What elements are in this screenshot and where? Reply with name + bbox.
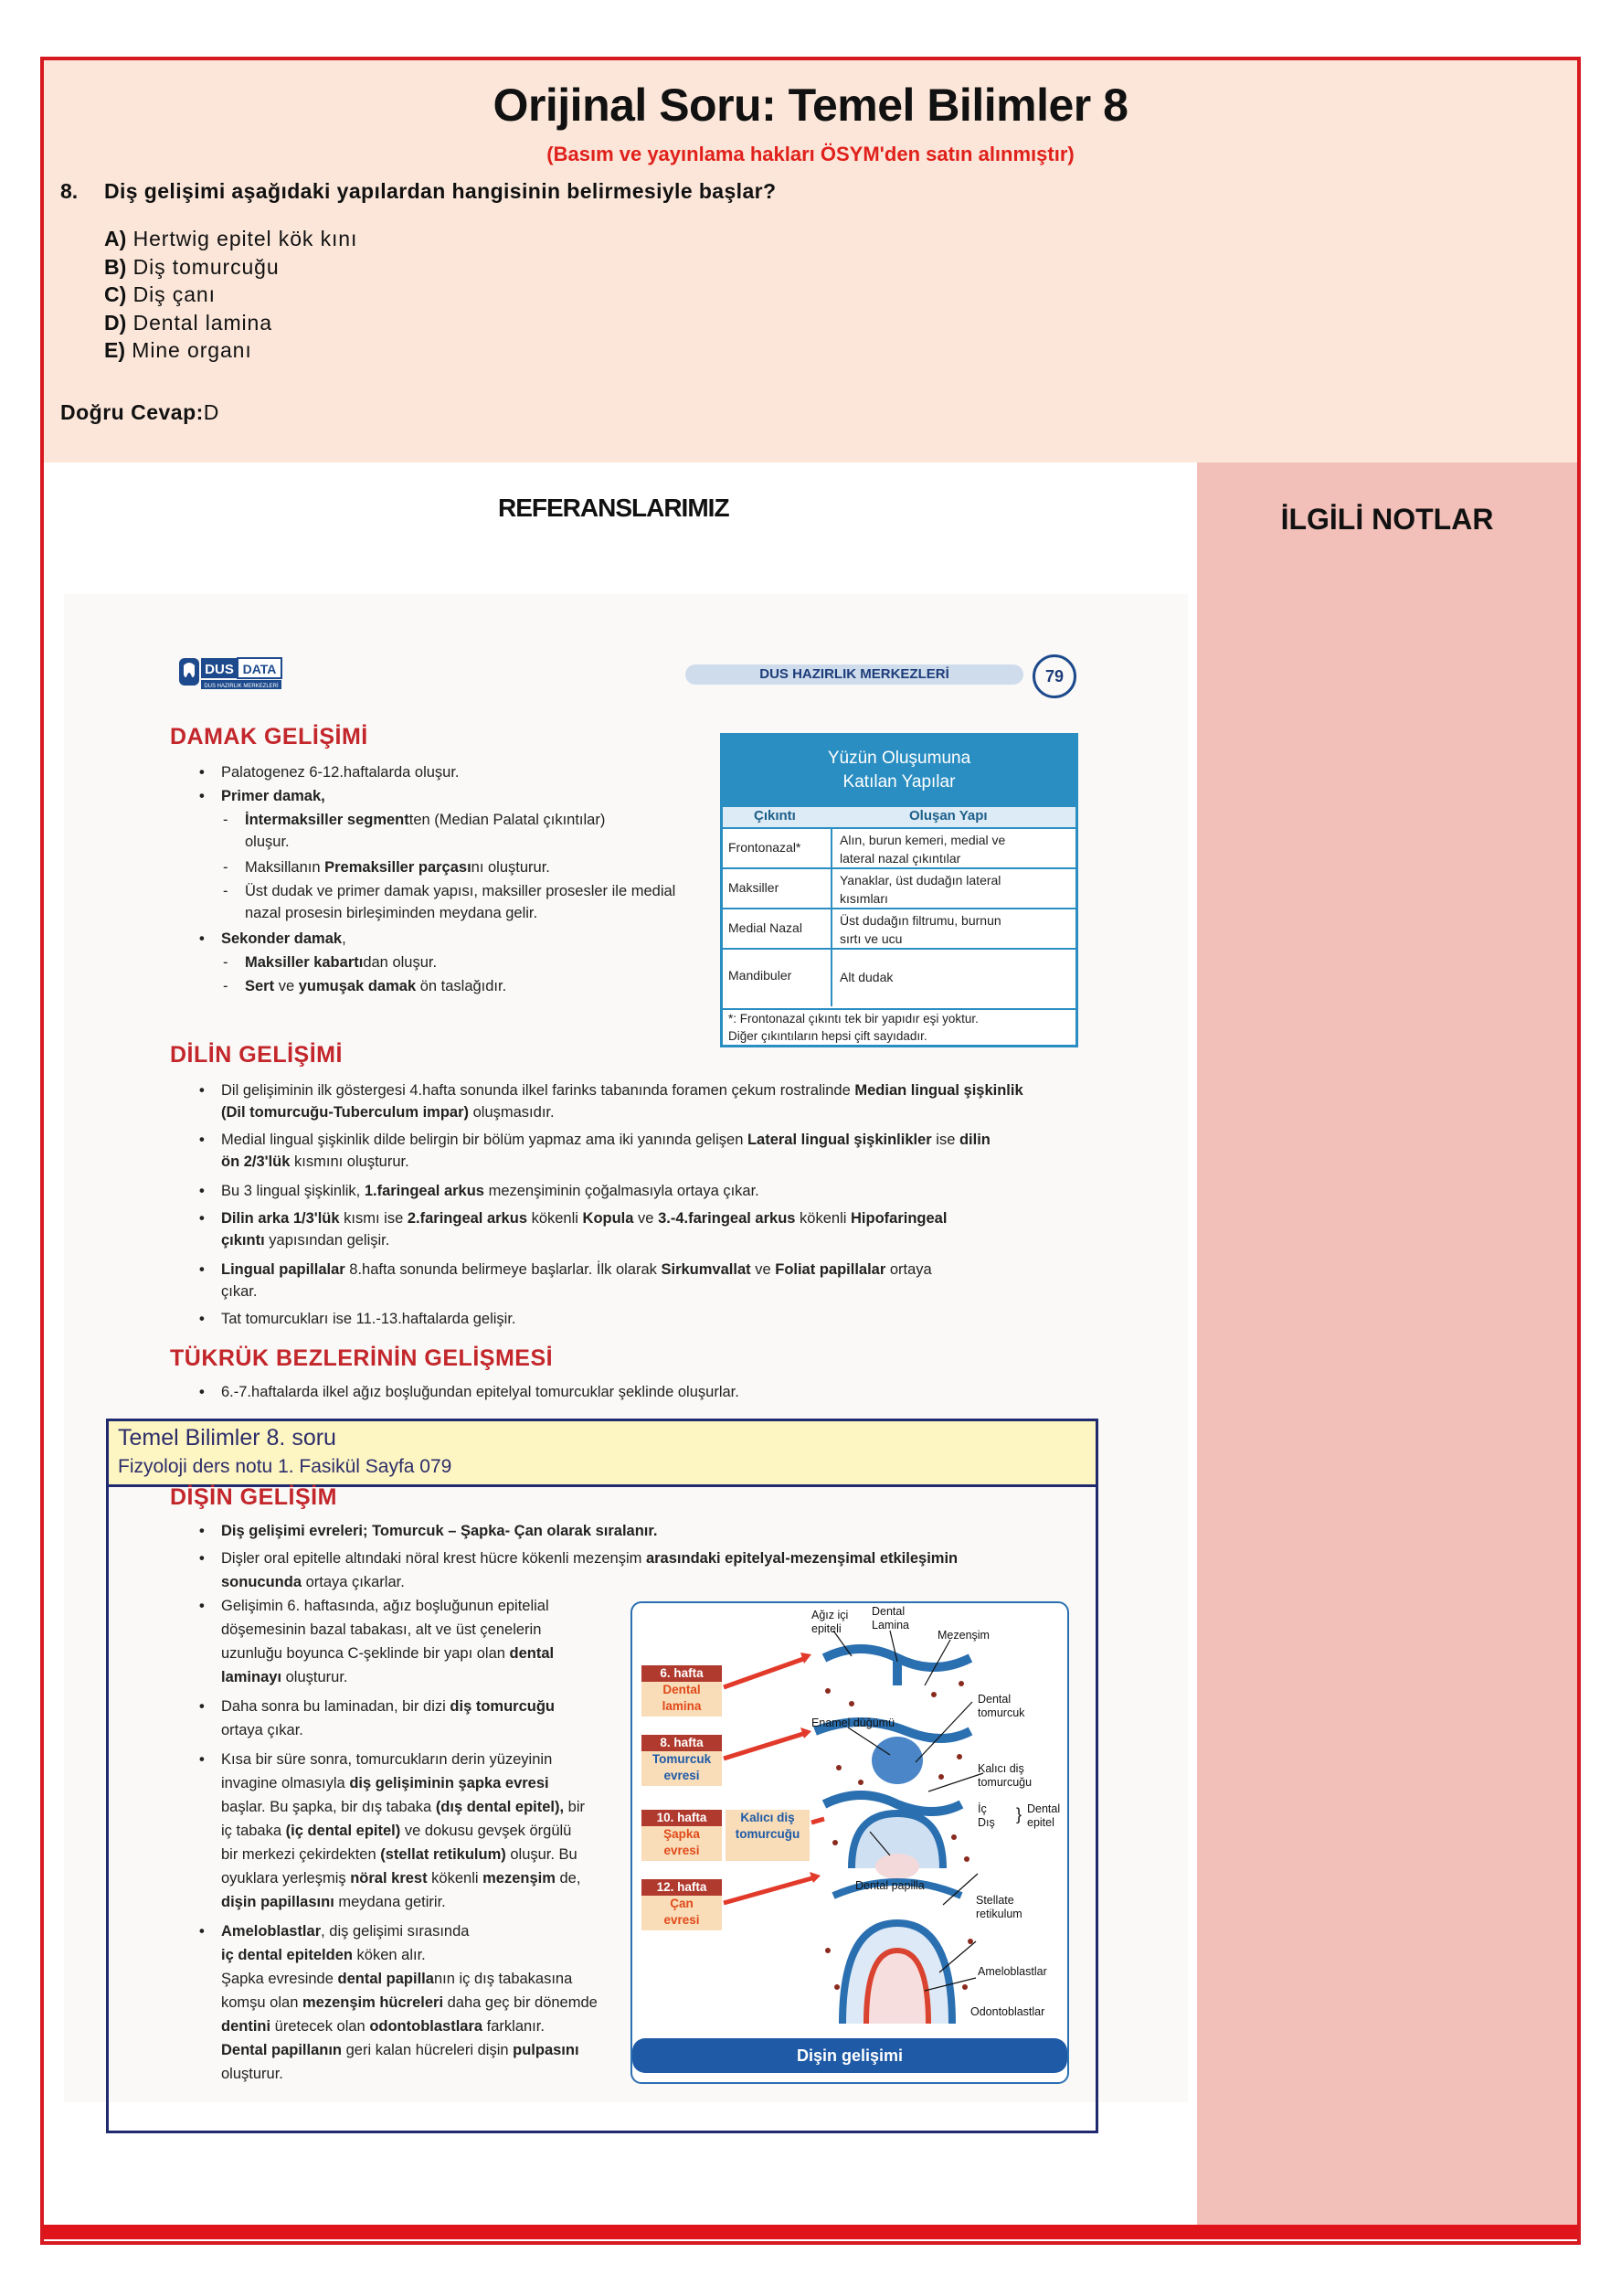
stage-label-1: 6. hafta Dental lamina — [641, 1665, 722, 1717]
dil-bullet-2b: ön 2/3'lük kısmını oluşturur. — [221, 1153, 409, 1170]
dis-bullet-1: • Diş gelişimi evreleri; Tomurcuk – Şapka- Çan olarak sıralanır. — [221, 1519, 658, 1543]
svg-text:DATA: DATA — [242, 662, 277, 676]
dusdata-logo — [177, 654, 342, 700]
dis-bullet-3b: döşemesinin bazal tabakası, alt ve üst çenelerin — [221, 1621, 542, 1638]
page-title: Orijinal Soru: Temel Bilimler 8 — [493, 80, 1128, 131]
dis-bullet-6d: komşu olan mezenşim hücreleri daha geç bir dönemde — [221, 1994, 598, 2011]
notes-panel — [1197, 462, 1577, 2234]
tukruk-heading: TÜKRÜK BEZLERİNİN GELİŞMESİ — [170, 1345, 554, 1371]
dis-heading: DİŞİN GELİŞİM — [170, 1484, 337, 1510]
label-odontoblasts: Odontoblastlar — [970, 2005, 1045, 2018]
label-enamel-knot: Enamel düğümü — [811, 1717, 895, 1729]
dis-bullet-4b: ortaya çıkar. — [221, 1722, 303, 1738]
dis-bullet-5g: dişin papillasını meydana getirir. — [221, 1894, 446, 1910]
table-title: Yüzün Oluşumuna Katılan Yapılar — [723, 736, 1075, 807]
damak-bullet-1: • Palatogenez 6-12.haftalarda oluşur. — [221, 760, 460, 784]
dis-bullet-6e: dentini üretecek olan odontoblastlara farklanır. — [221, 2018, 545, 2035]
copyright-note: (Basım ve yayınlama hakları ÖSYM'den satın alınmıştır) — [546, 143, 1075, 165]
brand-bar: DUS HAZIRLIK MERKEZLERİ — [685, 664, 1023, 685]
dil-bullet-1b: (Dil tomurcuğu-Tuberculum impar) oluşmasıdır. — [221, 1104, 555, 1121]
damak-bullet-2: • Primer damak, — [221, 784, 325, 808]
stage-label-2: 8. hafta Tomurcuk evresi — [641, 1735, 722, 1786]
damak-dash-5: - Sert ve yumuşak damak ön taslağıdır. — [245, 974, 506, 998]
dil-bullet-4b: çıkıntı yapısından gelişir. — [221, 1232, 390, 1249]
callout-title: Temel Bilimler 8. soru — [118, 1425, 336, 1451]
damak-heading: DAMAK GELİŞİMİ — [170, 724, 368, 749]
table-row: Maksiller Yanaklar, üst dudağın lateral kısımları — [723, 867, 1075, 909]
dis-bullet-5c: başlar. Bu şapka, bir dış tabaka (dış dental epitel), bir — [221, 1799, 586, 1815]
reference-page-image — [64, 594, 1188, 2102]
option-a: A) Hertwig epitel kök kını — [104, 227, 358, 250]
damak-bullet-3: • Sekonder damak, — [221, 927, 346, 951]
dil-bullet-4: • Dilin arka 1/3'lük kısmı ise 2.faringeal arkus kökenli Kopula ve 3.-4.faringeal arkus kökenli Hipofaringeal — [221, 1206, 947, 1230]
callout-header — [109, 1421, 1096, 1487]
dis-bullet-6b: iç dental epitelden köken alır. — [221, 1947, 426, 1963]
table-row: Mandibuler Alt dudak — [723, 948, 1075, 1010]
stage-label-4: 12. hafta Çan evresi — [641, 1879, 722, 1930]
label-inner-outer: İç Dış — [978, 1802, 995, 1829]
svg-text:DUS HAZIRLIK MERKEZLERİ: DUS HAZIRLIK MERKEZLERİ — [204, 684, 279, 689]
permanent-bud-label: Kalıcı diş tomurcuğu — [726, 1810, 810, 1861]
brace-icon: } — [1016, 1805, 1022, 1823]
callout-source: Fizyoloji ders notu 1. Fasikül Sayfa 079 — [118, 1456, 452, 1477]
question-text: Diş gelişimi aşağıdaki yapılardan hangisinin belirmesiyle başlar? — [104, 179, 777, 203]
dil-bullet-3: • Bu 3 lingual şişkinlik, 1.faringeal arkus mezenşiminin çoğalmasıyla ortaya çıkar. — [221, 1179, 759, 1203]
label-dental-papilla: Dental papilla — [855, 1879, 925, 1892]
stage-label-3: 10. hafta Şapka evresi — [641, 1810, 722, 1861]
label-oral-epithelium: Ağız içi epiteli — [811, 1609, 849, 1635]
damak-dash-4: - Maksiller kabartıdan oluşur. — [245, 951, 437, 974]
dis-bullet-5e: bir merkezi çekirdekten (stellat retikulum) oluşur. Bu — [221, 1846, 577, 1863]
correct-answer: Doğru Cevap:D — [60, 400, 219, 424]
tukruk-bullet-1: • 6.-7.haftalarda ilkel ağız boşluğundan epitelyal tomurcuklar şeklinde oluşurlar. — [221, 1380, 739, 1404]
dis-bullet-6c: Şapka evresinde dental papillanın iç dış tabakasına — [221, 1971, 573, 1987]
dis-bullet-3c: uzunluğu boyunca C-şeklinde bir yapı olan dental — [221, 1645, 555, 1662]
dis-bullet-6: • Ameloblastlar, diş gelişimi sırasında — [221, 1919, 469, 1943]
dis-bullet-5b: invagine olmasıyla diş gelişiminin şapka evresi — [221, 1775, 549, 1791]
bottom-bar — [44, 2225, 1577, 2239]
option-c: C) Diş çanı — [104, 282, 216, 306]
table-footnote: *: Frontonazal çıkıntı tek bir yapıdır eşi yoktur. Diğer çıkıntıların hepsi çift sayıdadır. — [728, 1012, 979, 1043]
question-number: 8. — [60, 179, 79, 203]
damak-dash-3: - Üst dudak ve primer damak yapısı, maksiller prosesler ile medial — [245, 879, 675, 903]
dis-bullet-5: • Kısa bir süre sonra, tomurcukların derin yüzeyinin — [221, 1748, 552, 1771]
dis-bullet-2b: sonucunda ortaya çıkarlar. — [221, 1574, 405, 1590]
dil-bullet-1: • Dil gelişiminin ilk göstergesi 4.hafta sonunda ilkel farinks tabanında foramen çekum rostralinde Median lingual şişkinlik — [221, 1079, 1023, 1102]
dil-bullet-5b: çıkar. — [221, 1283, 258, 1300]
dil-bullet-2: • Medial lingual şişkinlik dilde belirgin bir bölüm yapmaz ama iki yanında gelişen Lateral lingual şişkinlikler ise dilin — [221, 1128, 991, 1152]
option-e: E) Mine organı — [104, 338, 252, 362]
damak-dash-1: - İntermaksiller segmentten (Median Palatal çıkıntılar) — [245, 808, 605, 832]
notes-heading: İLGİLİ NOTLAR — [1280, 503, 1494, 536]
table-header-row: Çıkıntı Oluşan Yapı — [723, 807, 1075, 827]
svg-text:DUS: DUS — [205, 662, 234, 677]
dil-heading: DİLİN GELİŞİMİ — [170, 1042, 343, 1068]
label-dental-epithelium: Dental epitel — [1027, 1802, 1061, 1829]
dis-bullet-4: • Daha sonra bu laminadan, bir dizi diş tomurcuğu — [221, 1695, 555, 1718]
options-list — [104, 225, 357, 365]
label-stellate-reticulum: Stellate retikulum — [976, 1894, 1022, 1920]
dis-bullet-5f: oyuklara yerleşmiş nöral krest kökenli mezenşim de, — [221, 1870, 581, 1887]
dis-bullet-3d: laminayı oluşturur. — [221, 1669, 348, 1685]
page-number: 79 — [1033, 654, 1076, 698]
dis-bullet-6f: Dental papillanın geri kalan hücreleri dişin pulpasını — [221, 2042, 579, 2058]
label-ameloblasts: Ameloblastlar — [978, 1965, 1047, 1978]
damak-dash-3b: nazal prosesin birleşiminden meydana gelir. — [245, 905, 538, 921]
option-d: D) Dental lamina — [104, 310, 272, 335]
option-b: B) Diş tomurcuğu — [104, 254, 280, 279]
label-dental-lamina: Dental Lamina — [872, 1605, 909, 1632]
dis-bullet-3: • Gelişimin 6. haftasında, ağız boşluğunun epitelial — [221, 1594, 549, 1618]
damak-dash-2: - Maksillanın Premaksiller parçasını oluşturur. — [245, 856, 550, 879]
label-dental-bud: Dental tomurcuk — [978, 1693, 1025, 1719]
tooth-development-diagram — [630, 1601, 1069, 2084]
table-row: Medial Nazal Üst dudağın filtrumu, burnun sırtı ve ucu — [723, 908, 1075, 950]
dis-bullet-5d: iç tabaka (iç dental epitel) ve dokusu gevşek örgülü — [221, 1823, 572, 1839]
dil-bullet-6: • Tat tomurcukları ise 11.-13.haftalarda gelişir. — [221, 1307, 516, 1331]
dil-bullet-5: • Lingual papillalar 8.hafta sonunda belirmeye başlarlar. İlk olarak Sirkumvallat ve Foliat papillalar ortaya — [221, 1258, 932, 1281]
damak-dash-1b: oluşur. — [245, 834, 290, 850]
diagram-caption: Dişin gelişimi — [632, 2038, 1067, 2073]
dis-bullet-2: • Dişler oral epitelle altındaki nöral krest hücre kökenli mezenşim arasındaki epitelyal-mezenşimal etkileşimin — [221, 1547, 958, 1570]
label-mesenchyme: Mezenşim — [938, 1629, 990, 1642]
label-permanent-bud: Kalıcı diş tomurcuğu — [978, 1762, 1033, 1789]
face-structures-table — [720, 733, 1078, 1047]
table-row: Frontonazal* Alın, burun kemeri, medial ve lateral nazal çıkıntılar — [723, 827, 1075, 869]
question-panel — [44, 60, 1577, 462]
dis-bullet-6g: oluşturur. — [221, 2066, 283, 2082]
references-heading: REFERANSLARIMIZ — [498, 494, 729, 522]
